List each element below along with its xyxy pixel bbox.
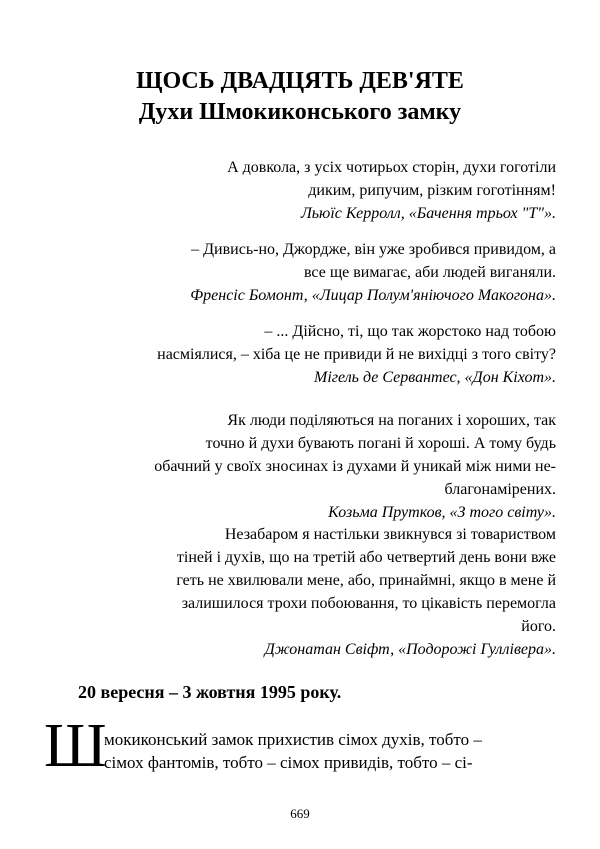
- epigraph-line: обачний у своїх зносинах із духами й уникай між ними не-: [154, 458, 556, 475]
- epigraph-attribution: Мігель де Сервантес, «Дон Кіхот».: [313, 369, 556, 386]
- epigraph-line: його.: [521, 618, 556, 635]
- epigraph-line: насміялися, – хіба це не привиди й не вихідці з того світу?: [157, 346, 556, 363]
- epigraph: [227, 156, 556, 225]
- epigraph-attribution: Козьма Прутков, «З того світу».: [328, 504, 556, 521]
- body-text-line: мокиконський замок прихистив сімох духів, тобто –: [104, 730, 482, 749]
- page-number: 669: [290, 806, 310, 821]
- epigraph-attribution: Френсіс Бомонт, «Лицар Полум'яніючого Макогона».: [190, 287, 556, 304]
- epigraph-line: А довкола, з усіх чотирьох сторін, духи гоготіли: [227, 159, 556, 176]
- epigraph-line: диким, рипучим, різким гоготінням!: [308, 182, 556, 199]
- epigraph-attribution: Джонатан Свіфт, «Подорожі Гуллівера».: [264, 641, 556, 658]
- epigraph-line: Незабаром я настільки звикнувся зі товариством: [224, 526, 556, 543]
- epigraph-line: тіней і духів, що на третій або четвертий день вони вже: [176, 549, 556, 566]
- chapter-number-title: ЩОСЬ ДВАДЦЯТЬ ДЕВ'ЯТЕ: [136, 68, 464, 94]
- epigraph: [176, 523, 556, 661]
- chapter-subtitle: Духи Шмокиконського замку: [138, 99, 462, 125]
- drop-cap: Ш: [44, 712, 107, 780]
- epigraph-line: – ... Дійсно, ті, що так жорстоко над тобою: [264, 323, 556, 340]
- epigraph-line: благонамірених.: [444, 481, 556, 498]
- chapter-heading: [0, 66, 600, 128]
- epigraph-line: точно й духи бувають погані й хороші. А тому будь: [205, 435, 556, 452]
- epigraph-line: залишилося трохи побоювання, то цікавість перемогла: [181, 595, 556, 612]
- epigraph-line: все ще вимагає, аби людей виганяли.: [303, 264, 556, 281]
- epigraph: [154, 409, 556, 524]
- body-text-line: сімох фантомів, тобто – сімох привидів, тобто – сі-: [104, 753, 473, 772]
- epigraph-line: Як люди поділяються на поганих і хороших, так: [227, 412, 556, 429]
- epigraph-attribution: Льюїс Керролл, «Бачення трьох "Т"».: [300, 205, 556, 222]
- epigraph: [157, 320, 556, 389]
- date-line: 20 вересня – 3 жовтня 1995 року.: [78, 682, 342, 702]
- epigraph-line: геть не хвилювали мене, або, принаймні, якщо в мене й: [176, 572, 556, 589]
- epigraph: [190, 238, 556, 307]
- epigraph-line: – Дивись-но, Джордже, він уже зробився привидом, а: [191, 241, 556, 258]
